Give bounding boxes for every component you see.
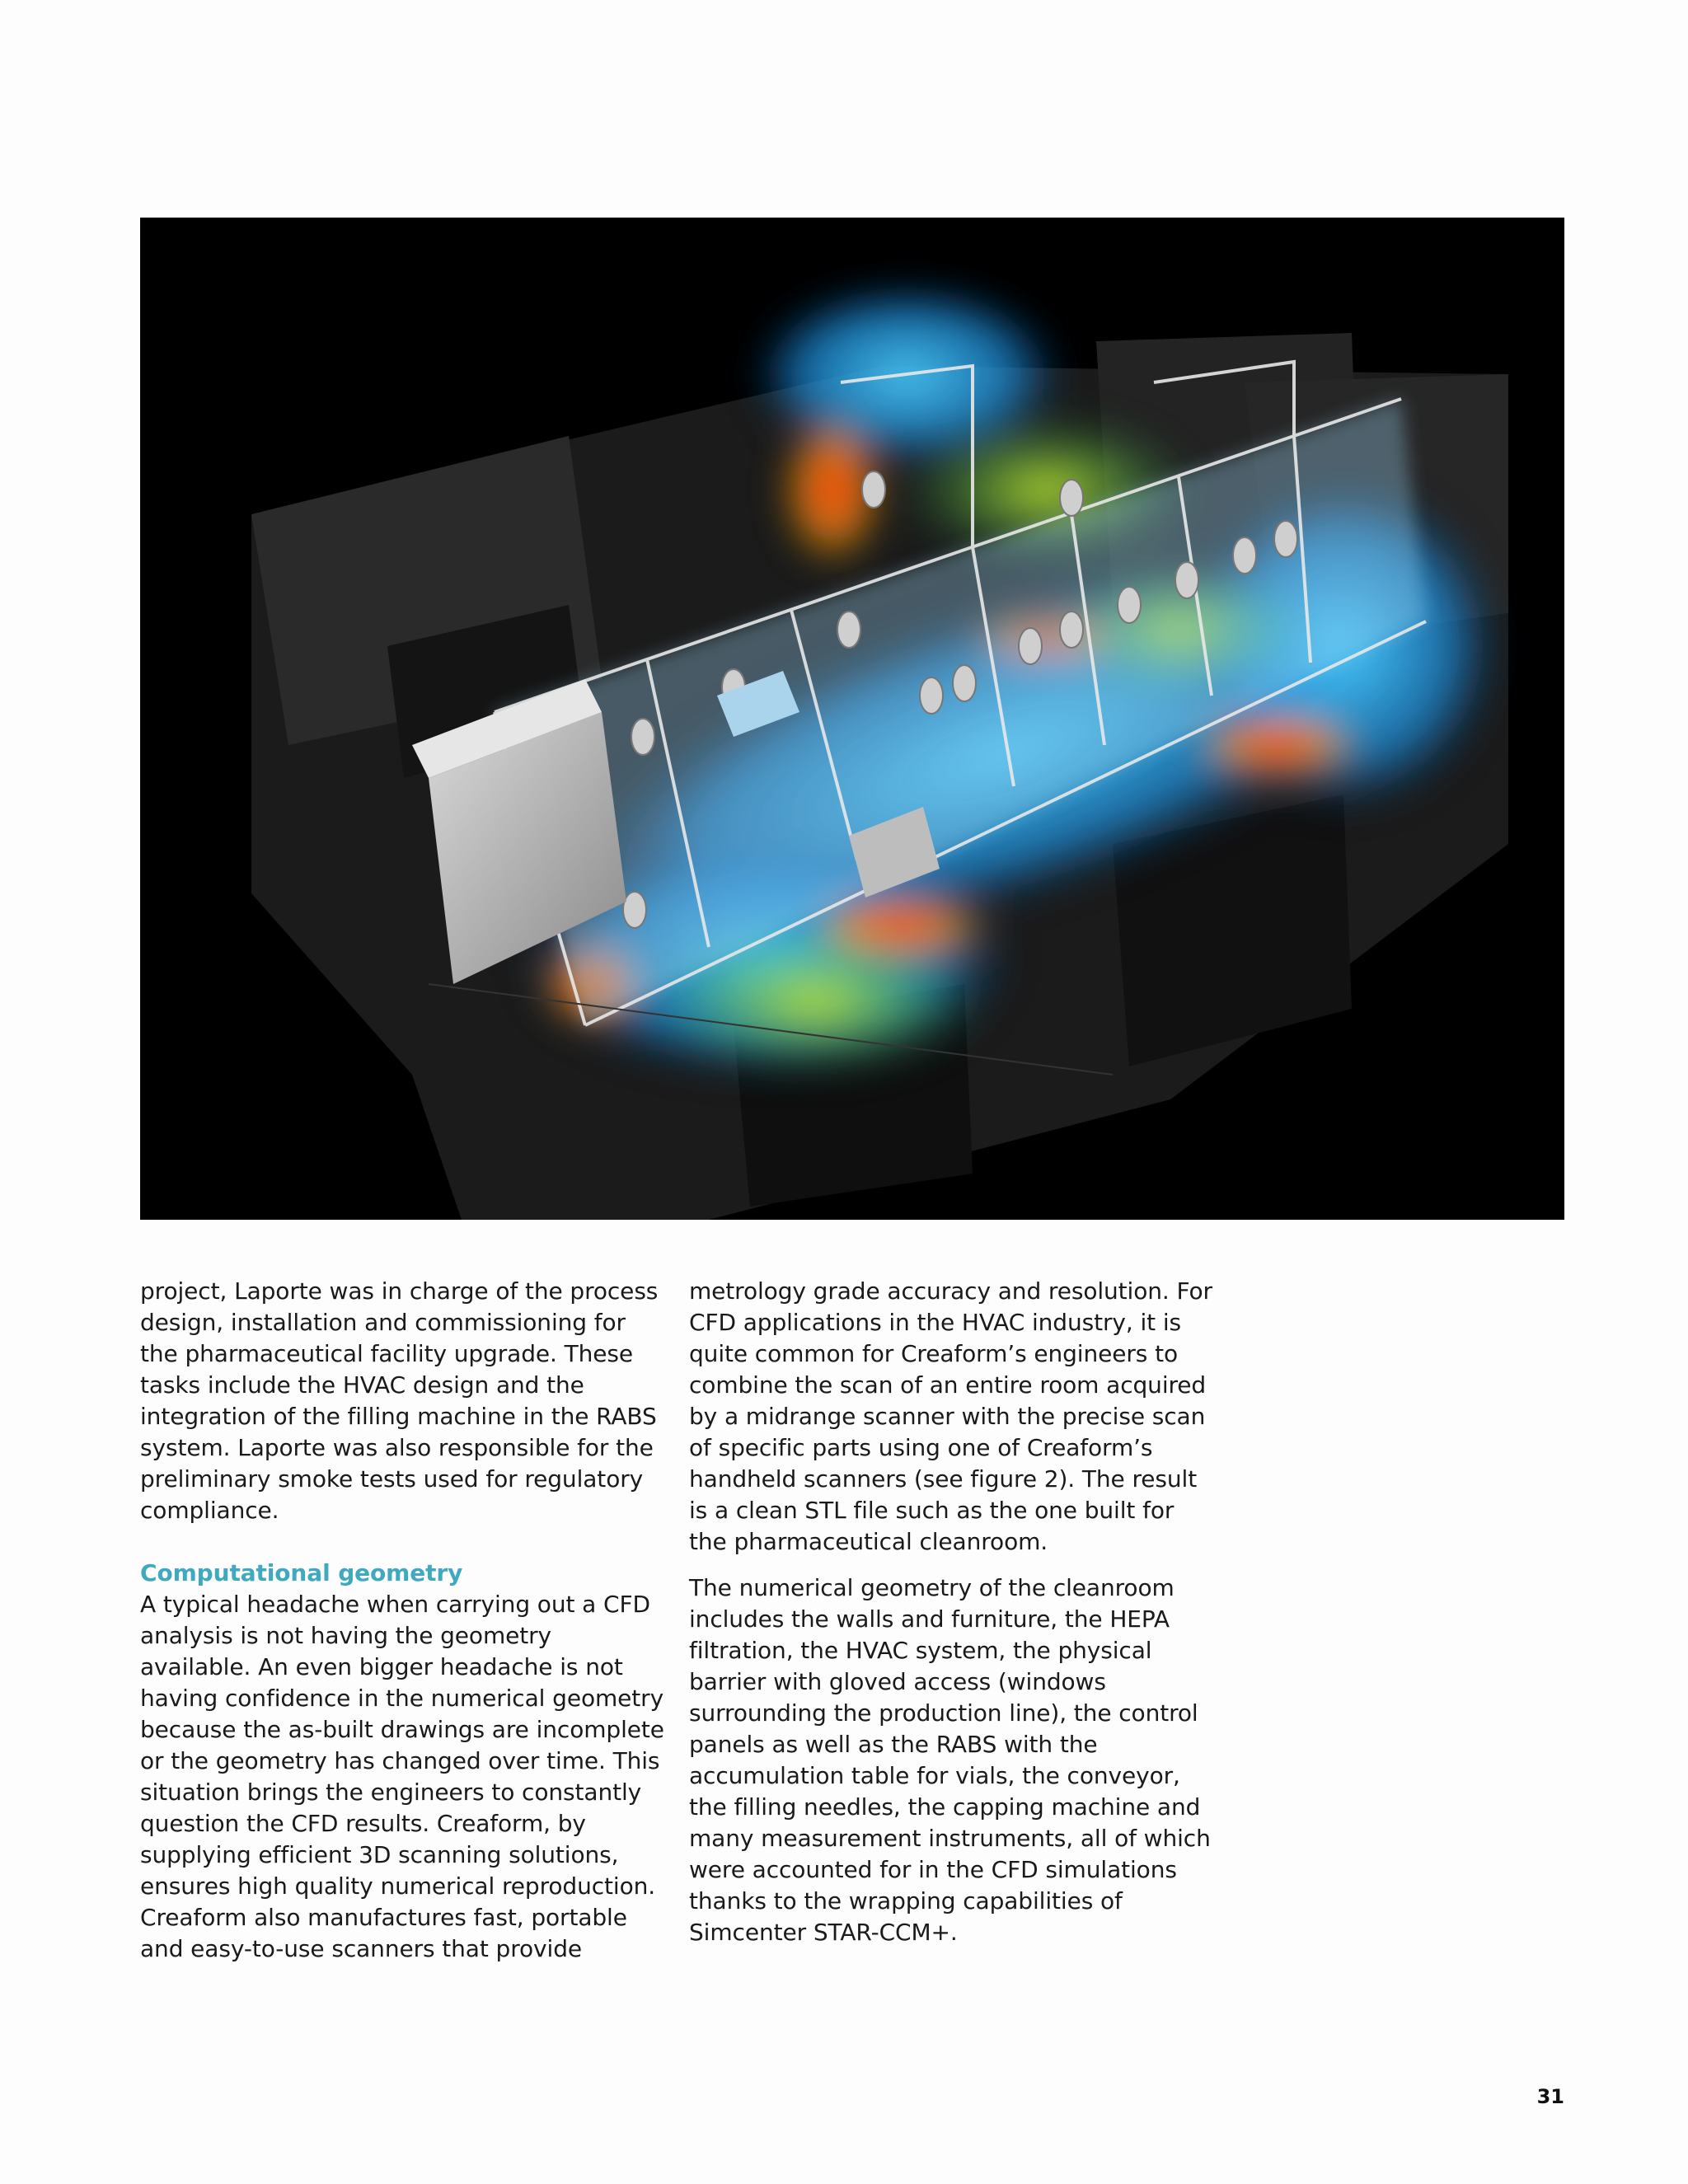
section-heading: Computational geometry [140, 1559, 463, 1586]
page-number: 31 [1536, 2085, 1564, 2108]
left-column [140, 1276, 668, 1980]
right-column [689, 1276, 1217, 1963]
right-paragraph-2: The numerical geometry of the cleanroom includes the walls and furniture, the HEPA filtration, the HVAC system, the physical barrier with gloved access (windows surrounding the production line), the control panels as well as the RABS with the accumulation table for vials, the conveyor, the filling needles, the capping machine and many measurement instruments, all of which were accounted for in the CFD simulations thanks to the wrapping capabilities of Simcenter STAR-CCM+. [689, 1574, 1211, 1946]
left-paragraph-1: project, Laporte was in charge of the process design, installation and commissioning for the pharmaceutical facility upgrade. These tasks include the HVAC design and the integration of the filling machine in the RABS system. Laporte was also responsible for the preliminary smoke tests used for regulatory compliance. [140, 1277, 659, 1524]
cfd-simulation-figure [140, 218, 1564, 1220]
left-paragraph-2: A typical headache when carrying out a CFD analysis is not having the geometry available. An even bigger headache is not having confidence in the numerical geometry because the as-built drawings are incomplete or the geometry has changed over time. This situation brings the engineers to constantly question the CFD results. Creaform, by supplying efficient 3D scanning solutions, ensures high quality numerical reproduction. Creaform also manufactures fast, portable and easy-to-use scanners that provide [140, 1591, 664, 1962]
cfd-cleanroom-simulation-image [140, 218, 1564, 1220]
right-paragraph-1: metrology grade accuracy and resolution. For CFD applications in the HVAC industry, it is quite common for Creaform’s engineers to combine the scan of an entire room acquired by a midrange scanner with the precise scan of specific parts using one of Creaform’s handheld scanners (see figure 2). The result is a clean STL file such as the one built for the pharmaceutical cleanroom. [689, 1277, 1212, 1555]
